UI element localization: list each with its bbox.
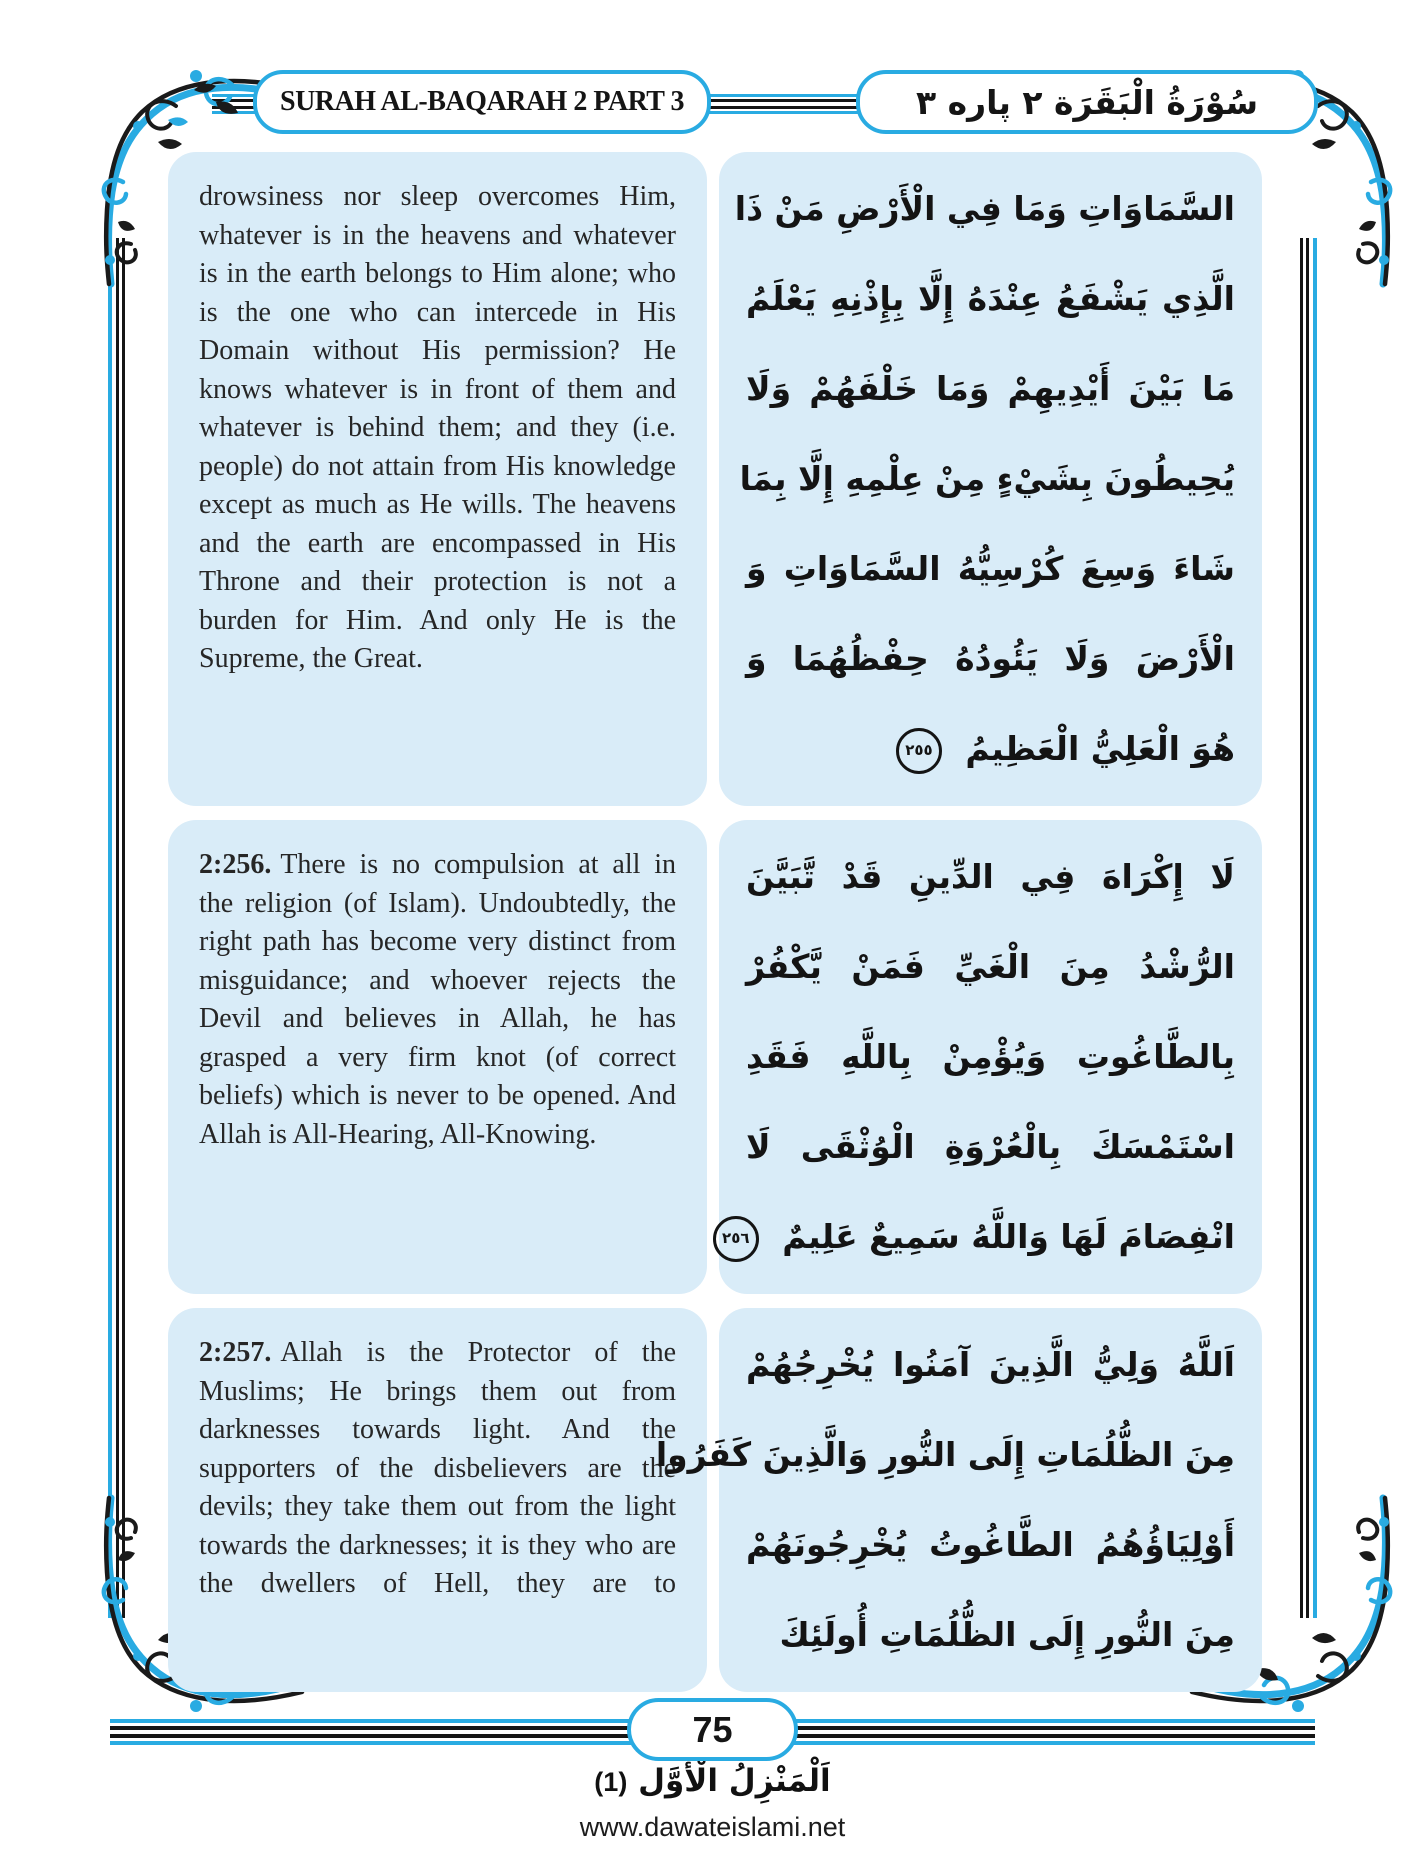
ayah-end-icon: ٢٥٦ — [713, 1216, 759, 1262]
arabic-verse-panel — [655, 1308, 1262, 1692]
translation-text — [199, 178, 676, 679]
verse-ref: 2:256. — [199, 849, 272, 880]
surah-title-ar: سُوْرَةُ الْبَقَرَة ٢ پاره ٣ — [915, 82, 1259, 122]
translation-body: drowsiness nor sleep overcomes Him, whatever is in the heavens and whatever is in the earth belongs to Him alone; who is the one who can intercede in His Domain without His permission? He knows whatever is in front of them and whatever is behind them; and they (i.e. people) do not attain from His knowledge except as much as He wills. The heavens and the earth are encompassed in His Throne and their protection is not a burden for Him. And only He is the Supreme, the Great. — [199, 181, 676, 674]
verse-row-257 — [168, 1308, 1262, 1692]
translation-body: Allah is the Protector of the Muslims; He brings them out from darknesses towards light. And the supporters of the disbelievers are the devils; they take them out from the light towards the darknesses; it is they who are the dwellers of Hell, they are to — [199, 1337, 676, 1599]
arabic-verse-text: لَا إِكْرَاهَ فِي الدِّينِ قَدْ تَّبَيَّنَ الرُّشْدُ مِنَ الْغَيِّ فَمَنْ يَّكْفُرْ بِالطَّاغُوتِ وَيُؤْمِنْ بِاللَّهِ فَقَدِ اسْتَمْسَكَ بِالْعُرْوَةِ الْوُثْقَى لَا انْفِصَامَ لَهَا وَاللَّهُ سَمِيعٌ عَلِيمٌ ٢٥٦ — [746, 832, 1235, 1282]
page-number: 75 — [692, 1708, 733, 1750]
translation-text — [199, 1334, 676, 1604]
surah-title-banner-en — [253, 70, 711, 134]
arabic-verse-panel — [719, 820, 1262, 1294]
gutter-star-icon — [696, 1284, 730, 1318]
website-url[interactable]: www.dawateislami.net — [579, 1812, 846, 1842]
left-border-line — [108, 238, 126, 1618]
translation-panel — [168, 1308, 707, 1692]
manzil-label: اَلْمَنْزِلُ الْأَوَّل (1) — [594, 1763, 831, 1799]
verse-row-255 — [168, 152, 1262, 806]
surah-title-banner-ar — [856, 70, 1318, 134]
verses-content — [168, 152, 1262, 1706]
verse-row-256 — [168, 820, 1262, 1294]
arabic-verse-text: السَّمَاوَاتِ وَمَا فِي الْأَرْضِ مَنْ ذَا الَّذِي يَشْفَعُ عِنْدَهُ إِلَّا بِإِذْنِهِ يَعْلَمُ مَا بَيْنَ أَيْدِيهِمْ وَمَا خَلْفَهُمْ وَلَا يُحِيطُونَ بِشَيْءٍ مِنْ عِلْمِهِ إِلَّا بِمَا شَاءَ وَسِعَ كُرْسِيُّهُ السَّمَاوَاتِ وَ الْأَرْضَ وَلَا يَئُودُهُ حِفْظُهُمَا وَ هُوَ الْعَلِيُّ الْعَظِيمُ ٢٥٥ — [746, 164, 1235, 794]
translation-body: There is no compulsion at all in the religion (of Islam). Undoubtedly, the right path has become very distinct from misguidance; and whoever rejects the Devil and believes in Allah, he has grasped a very firm knot (of correct beliefs) which is never to be opened. And Allah is All-Hearing, All-Knowing. — [199, 849, 676, 1150]
page-number-badge — [627, 1698, 798, 1761]
arabic-verse-text: اَللَّهُ وَلِيُّ الَّذِينَ آمَنُوا يُخْرِجُهُمْ مِنَ الظُّلُمَاتِ إِلَى النُّورِ وَالَّذِينَ كَفَرُوا أَوْلِيَاؤُهُمُ الطَّاغُوتُ يُخْرِجُونَهُمْ مِنَ النُّورِ إِلَى الظُّلُمَاتِ أُولَئِكَ — [655, 1345, 1235, 1654]
translation-text — [199, 846, 676, 1154]
surah-title-en: SURAH AL-BAQARAH 2 PART 3 — [280, 86, 684, 117]
manzil-number: (1) — [594, 1767, 628, 1797]
arabic-verse-panel — [719, 152, 1262, 806]
translation-panel — [168, 152, 707, 806]
right-border-line — [1299, 238, 1317, 1618]
translation-panel — [168, 820, 707, 1294]
verse-ref: 2:257. — [199, 1337, 272, 1368]
ayah-end-icon: ٢٥٥ — [896, 728, 942, 774]
gutter-star-icon — [696, 796, 730, 830]
